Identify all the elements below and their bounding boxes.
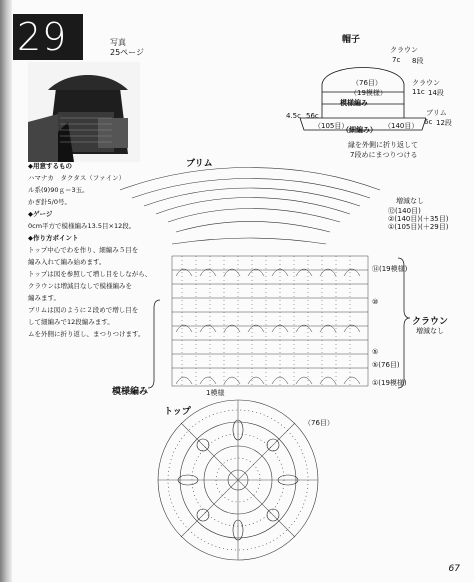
hat-stitches-19: （19模様） xyxy=(350,89,387,97)
pattern-number: 29 xyxy=(17,15,68,59)
hat-title: 帽子 xyxy=(342,35,361,45)
hat-pattern-label: 模様編み xyxy=(340,99,368,107)
gauge-heading: ◆ゲージ xyxy=(28,210,53,218)
point-3: ブリムは図のように２段めで増し目を xyxy=(28,306,139,314)
crown-row-10: ⑩ xyxy=(372,298,379,306)
hat-sc-label: （細編み） xyxy=(342,126,377,134)
hat-note-1: 縁を外側に折り返して xyxy=(348,141,418,149)
crown-grid xyxy=(172,256,368,386)
points-heading: ◆作り方ポイント xyxy=(28,234,79,242)
brim-label-hat: ブリム xyxy=(426,109,447,117)
crown-row-14: ⑭(19模様) xyxy=(372,265,408,273)
crown-title: クラウン xyxy=(412,317,449,327)
top-title: トップ xyxy=(164,407,191,417)
hat-stitches-76: （76目） xyxy=(352,79,382,87)
point-3b: して細編みで12段編みます。 xyxy=(28,318,114,326)
top-circle xyxy=(158,400,318,560)
crown-rows-11c: 11c xyxy=(412,88,425,96)
crown-rows-7c: 7c xyxy=(392,56,401,64)
crown-label-top: クラウン xyxy=(390,46,418,54)
pattern-brace xyxy=(148,300,160,388)
crown-label-mid: クラウン xyxy=(412,79,440,87)
brim-title: ブリム xyxy=(186,159,213,169)
brim-row-2: ②(140目)(＋35目) xyxy=(388,215,449,223)
point-1: トップ中心でわを作り、細編み５目を xyxy=(28,246,139,254)
photo-ref-line2: 25ページ xyxy=(110,48,145,57)
crown-no-change: 増減なし xyxy=(416,327,444,335)
gauge-text: 0cm平方で模様編み13.5目×12段。 xyxy=(28,222,136,230)
brim-rows-12: 12段 xyxy=(436,119,452,127)
page-folio: 67 xyxy=(448,564,460,574)
crown-rows-8: 8段 xyxy=(412,57,424,65)
brim-row-1: ①(105目)(＋29目) xyxy=(388,223,449,231)
materials-yarn: ハマナカ タクタス（ファイン） xyxy=(28,174,126,182)
photo-ref-line1: 写真 xyxy=(110,38,126,47)
brim-rows-6c: 6c xyxy=(424,118,433,126)
crown-row-1: ①(19模様) xyxy=(372,379,407,387)
materials-yarn-detail: ル系(9)90ｇ＝3玉。 xyxy=(28,186,89,194)
materials-heading: ◆用意するもの xyxy=(28,162,72,170)
brim-row-12: ⑫(140目) xyxy=(388,207,421,215)
brim-no-change: 増減なし xyxy=(396,197,424,205)
brim-inner-56: 56c xyxy=(306,112,319,120)
top-stitches: （76目） xyxy=(304,419,334,427)
point-2: トップは図を参照して増し目をしながら、 xyxy=(28,270,152,278)
brim-width: 4.5c xyxy=(286,112,301,120)
pattern-label-left: 模様編み xyxy=(112,387,149,397)
brim-inner-105: （105目） xyxy=(314,122,349,130)
point-2c: 編みます。 xyxy=(28,294,60,302)
crown-row-5: ⑤(76目) xyxy=(372,361,400,369)
crown-first-pattern: 1模様 xyxy=(206,389,225,397)
crown-row-5-mark: ⑤ xyxy=(372,348,379,356)
brim-outer-140: （140目） xyxy=(384,122,419,130)
brim-fan xyxy=(120,168,380,245)
point-1b: 編み入れて編み始めます。 xyxy=(28,258,106,266)
point-2b: クラウンは増減目なしで模様編みを xyxy=(28,282,132,290)
point-4: ムを外側に折り返し、まつりつけます。 xyxy=(28,330,145,338)
hat-note-2: 7段めにまつりつける xyxy=(350,151,418,159)
crown-rows-14: 14段 xyxy=(428,89,444,97)
materials-hook: かぎ針5/0号。 xyxy=(28,198,71,206)
